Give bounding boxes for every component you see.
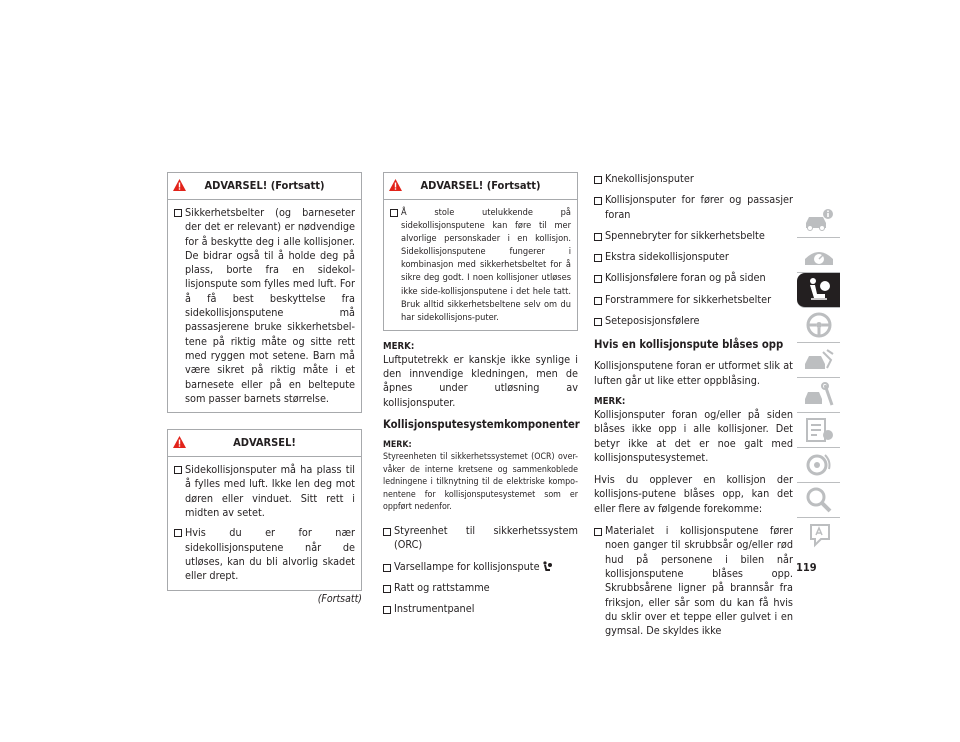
- checkbox-bullet-icon: [174, 209, 182, 217]
- note-label: MERK:: [383, 340, 415, 352]
- note-label: MERK:: [594, 395, 626, 407]
- warning-body: [168, 200, 361, 412]
- warning-triangle-icon: [172, 435, 187, 449]
- component-list: [383, 524, 578, 616]
- list-item: Hvis du er for nær sidekollisjonsputene når de utløses, kan du bli alvorlig skadet eller drept.: [174, 526, 355, 583]
- checkbox-bullet-icon: [383, 564, 391, 572]
- warning-box: [167, 429, 362, 590]
- warning-box-continued: [167, 172, 362, 413]
- tab-dashboard[interactable]: [797, 238, 840, 273]
- dashboard-icon: [803, 241, 835, 269]
- search-icon: [803, 486, 835, 514]
- warning-header: [168, 173, 361, 200]
- note-text: Kollisjonsputer foran og/eller på siden blåses ikke opp i alle kollisjoner. Det betyr ikke at det er noe galt med kollisjonsputesystemet.: [594, 407, 793, 464]
- list-item: Sidekollisjonsputer må ha plass til å fylles med luft. Ikke len deg mot døren eller vinduet. Sitt rett i midten av setet.: [174, 463, 355, 520]
- note-label: MERK:: [383, 440, 412, 451]
- tab-multimedia[interactable]: [797, 448, 840, 483]
- column-3: [594, 172, 793, 645]
- multimedia-icon: [803, 451, 835, 479]
- checkbox-bullet-icon: [594, 318, 602, 326]
- column-1: [167, 172, 362, 605]
- list-item: Kollisjonsputer for fører og passasjer foran: [594, 193, 793, 222]
- tab-safety[interactable]: [797, 273, 840, 308]
- checkbox-bullet-icon: [594, 254, 602, 262]
- warning-triangle-icon: [388, 178, 403, 192]
- airbag-seat-icon: [803, 276, 835, 304]
- tab-driving[interactable]: [797, 308, 840, 343]
- tab-specifications[interactable]: [797, 413, 840, 448]
- list-item: Sikkerhetsbelter (og barneseter der det er relevant) er nødvendige for å beskytte deg i alle kollisjoner. De bidrar også til å holde deg på plass, borte fra en sidekol-lisjonspute som fylles med luft. For å få best beskyttelse fra sidekollisjonsputene må passasjerene bruke sikkerhetsbel-tene på riktig måte og sitte rett med ryggen mot setene. Barn må være sikret på riktig måte i et barnesete eller på en beltepute som passer barnets størrelse.: [174, 206, 355, 406]
- list-item: Seteposisjonsfølere: [594, 314, 793, 328]
- warning-title: ADVARSEL! (Fortsatt): [420, 179, 541, 192]
- checkbox-bullet-icon: [594, 297, 602, 305]
- list-item: Instrumentpanel: [383, 602, 578, 616]
- tab-car-info[interactable]: [797, 203, 840, 238]
- warning-triangle-icon: [172, 178, 187, 192]
- tab-index[interactable]: [797, 483, 840, 518]
- warning-header: [168, 430, 361, 457]
- list-item: Ratt og rattstamme: [383, 581, 578, 595]
- section-heading: Hvis en kollisjonspute blåses opp: [594, 338, 784, 352]
- page-number: 119: [796, 561, 817, 574]
- language-icon: [803, 521, 835, 549]
- list-item: Kollisjonsfølere foran og på siden: [594, 271, 793, 285]
- checkbox-bullet-icon: [390, 209, 398, 217]
- list-item: Varsellampe for kollisjonspute: [383, 560, 578, 574]
- checkbox-bullet-icon: [383, 585, 391, 593]
- list-item: Spennebryter for sikkerhetsbelte: [594, 229, 793, 243]
- tab-service[interactable]: [797, 378, 840, 413]
- specifications-icon: [803, 416, 835, 444]
- warning-body: [384, 200, 577, 330]
- checkbox-bullet-icon: [383, 528, 391, 536]
- car-crash-icon: [803, 346, 835, 374]
- steering-wheel-icon: [803, 311, 835, 339]
- checkbox-bullet-icon: [594, 233, 602, 241]
- checkbox-bullet-icon: [174, 466, 182, 474]
- list-item: Å stole utelukkende på sidekollisjonsputene kan føre til mer alvorlige personskader i en kollisjon. Sidekollisjonsputene fungerer i kombinasjon med sikkerhetsbeltet for å sikre deg godt. I noen kollisjoner utløses ikke side-kollisjonsputene i det hele tatt. Bruk alltid sikkerhetsbeltene selv om du har sidekollisjons-puter.: [390, 206, 571, 324]
- effects-list: [594, 524, 793, 638]
- warning-body: [168, 457, 361, 589]
- component-list-continued: [594, 172, 793, 328]
- checkbox-bullet-icon: [594, 176, 602, 184]
- airbag-warning-icon: [542, 561, 552, 572]
- checkbox-bullet-icon: [383, 606, 391, 614]
- section-heading: Kollisjonsputesystemkomponenter: [383, 418, 580, 432]
- note-text: Styreenheten til sikkerhetssystemet (OCR) over-våker de interne kretsene og sammenkoblede ledningene i tilknytning til de elektriske kompo-nentene for kollisjonsputesystemet som er oppført nedenfor.: [383, 452, 578, 513]
- list-item: Materialet i kollisjonsputene fører noen ganger til skrubbsår og/eller rød hud på personene i bilen når kollisjonsputene blåses opp. Skrubbsårene ligner på brannsår fra friksjon, eller sår som du kan få hvis du sklir over et teppe eller gulvet i en gymsal. De skyldes ikke: [594, 524, 793, 638]
- warning-title: ADVARSEL!: [233, 436, 296, 450]
- checkbox-bullet-icon: [174, 529, 182, 537]
- warning-box-continued: [383, 172, 578, 331]
- checkbox-bullet-icon: [594, 275, 602, 283]
- note-text: Luftputetrekk er kanskje ikke synlige i den innvendige kledningen, men de åpnes under utløsning av kollisjonsputer.: [383, 352, 578, 409]
- list-item: Knekollisjonsputer: [594, 172, 793, 186]
- column-2: [383, 172, 578, 623]
- car-service-icon: [803, 381, 835, 409]
- list-item: Forstrammere for sikkerhetsbelter: [594, 293, 793, 307]
- tab-language[interactable]: [797, 518, 840, 553]
- checkbox-bullet-icon: [594, 528, 602, 536]
- checkbox-bullet-icon: [594, 197, 602, 205]
- paragraph: Hvis du opplever en kollisjon der kollisjons-putene blåses opp, kan det eller flere av følgende forekomme:: [594, 473, 793, 515]
- car-info-icon: [803, 206, 835, 234]
- paragraph: Kollisjonsputene foran er utformet slik at luften går ut like etter oppblåsing.: [594, 359, 793, 387]
- tab-emergency[interactable]: [797, 343, 840, 378]
- warning-header: [384, 173, 577, 200]
- warning-title: ADVARSEL! (Fortsatt): [204, 179, 325, 192]
- list-item: Styreenhet til sikkerhetssystem (ORC): [383, 524, 578, 553]
- list-item: Ekstra sidekollisjonsputer: [594, 250, 793, 264]
- continued-label: (Fortsatt): [317, 592, 362, 605]
